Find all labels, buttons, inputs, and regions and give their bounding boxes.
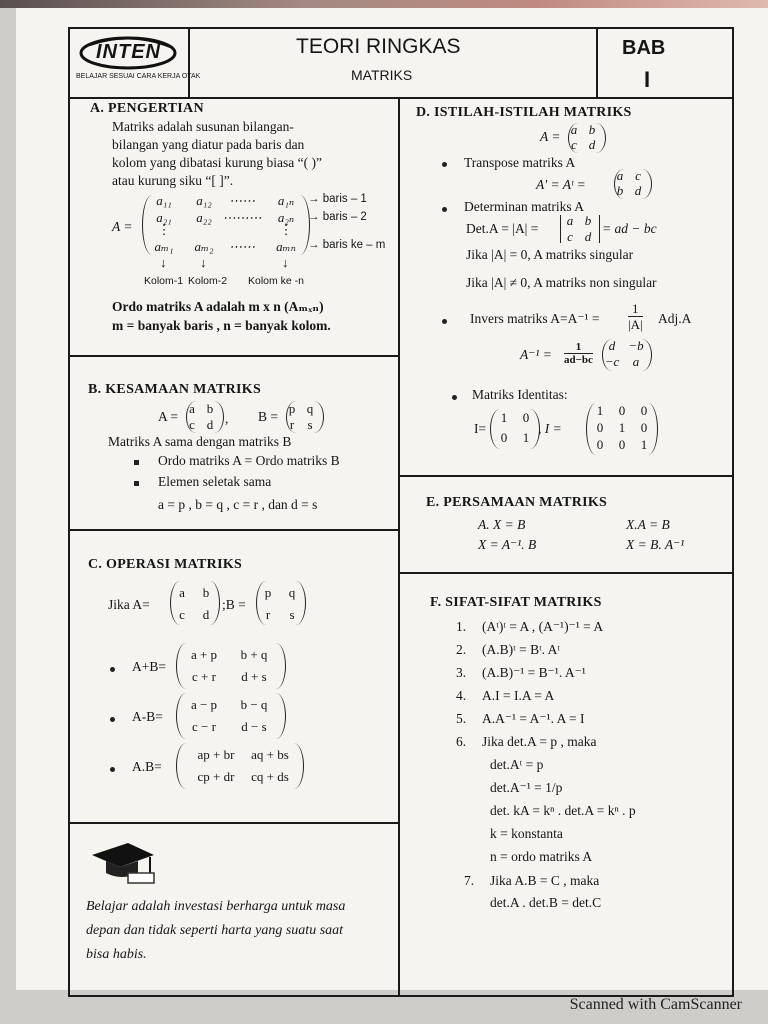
- identity2-label: I=: [474, 421, 487, 436]
- op-sub-label: A-B=: [132, 709, 163, 724]
- divider-b-c: [70, 529, 398, 531]
- divider-c-quote: [70, 822, 398, 824]
- general-matrix-cell: a₁₂: [196, 193, 212, 208]
- transpose-label: A' = Aᵗ =: [536, 177, 586, 192]
- inverse-fraction: [564, 341, 593, 366]
- op-sub-cell: d − s: [241, 719, 267, 734]
- inverse-label: A⁻¹ =: [520, 347, 552, 362]
- invers-fraction: [628, 301, 643, 332]
- kesamaan-bullet-1: Ordo matriks A = Ordo matriks B: [158, 453, 340, 468]
- general-matrix-cell: a₁₁: [156, 193, 172, 208]
- sifat-item: A.A⁻¹ = A⁻¹. A = I: [482, 711, 585, 726]
- sifat-item: (A.B)ᵗ = Bᵗ. Aᵗ: [482, 642, 560, 657]
- pengertian-line-4: atau kurung siku “[ ]”.: [112, 173, 234, 188]
- general-matrix-cell: ⋯⋯: [229, 239, 255, 254]
- kesamaan-b-label: B =: [258, 409, 278, 424]
- sifat-number: 4.: [456, 688, 467, 703]
- determinan-cell: d: [584, 229, 592, 244]
- operasi-separator: ;B =: [222, 597, 246, 612]
- sifat-sub: k = konstanta: [490, 826, 563, 841]
- sifat-number: 2.: [456, 642, 467, 657]
- bullet-square: [134, 481, 139, 486]
- persamaan-2-right: X = B. A⁻¹: [626, 537, 685, 552]
- logo-tagline: BELAJAR SESUAI CARA KERJA OTAK: [76, 73, 201, 80]
- identity3-label: , I =: [538, 421, 562, 436]
- sifat-number: 7.: [464, 873, 475, 888]
- scanner-watermark: Scanned with CamScanner: [569, 996, 742, 1013]
- general-matrix-cell: ⋯⋯⋯: [222, 210, 262, 225]
- op-sub-cell: c − r: [192, 719, 216, 734]
- sifat-number: 3.: [456, 665, 467, 680]
- identity2-cell: 1: [500, 410, 508, 425]
- logo-text: INTEN: [96, 41, 161, 63]
- kesamaan-a-cell: b: [206, 401, 214, 416]
- transpose-cell: c: [635, 168, 641, 183]
- ordo-meaning: m = banyak baris , n = banyak kolom.: [112, 318, 331, 333]
- identity3-cell: 0: [596, 437, 604, 452]
- page-subtitle: MATRIKS: [351, 67, 413, 83]
- pengertian-line-1: Matriks adalah susunan bilangan-: [112, 119, 294, 134]
- ordo-definition: Ordo matriks A adalah m x n (Aₘₓₙ): [112, 299, 324, 314]
- bab-number: I: [644, 67, 651, 92]
- operasi-b-cell: r: [265, 607, 271, 622]
- inverse-cell: d: [608, 338, 616, 353]
- sifat-number: 5.: [456, 711, 467, 726]
- inverse-cell: −c: [604, 354, 620, 369]
- transpose-cell: a: [616, 168, 624, 183]
- sifat-item: A.I = I.A = A: [482, 688, 555, 703]
- kesamaan-b-cell: s: [307, 417, 313, 432]
- invers-numerator: 1: [628, 301, 643, 317]
- identity2-cell: 0: [522, 410, 530, 425]
- persamaan-2-left: X = A⁻¹. B: [478, 537, 537, 552]
- istilah-a-cell: c: [571, 137, 577, 152]
- sifat-item: (Aᵗ)ᵗ = A , (A⁻¹)⁻¹ = A: [482, 619, 604, 634]
- transpose-title: Transpose matriks A: [464, 155, 576, 170]
- op-mul-label: A.B=: [132, 759, 162, 774]
- operasi-a-cell: d: [202, 607, 210, 622]
- divider-d-e: [398, 475, 732, 477]
- general-matrix-cell: ⋮: [157, 222, 171, 237]
- identity2-cell: 0: [500, 430, 508, 445]
- sheet-header: [70, 29, 732, 99]
- quote-line-2: depan dan tidak seperti harta yang suatu saat: [86, 923, 344, 938]
- col-arrow-2: ↓: [200, 255, 207, 270]
- kesamaan-a-label: A =: [158, 409, 178, 424]
- determinan-formula: Det.A = |A| =: [466, 221, 539, 236]
- graduation-cap-icon: [88, 839, 158, 887]
- determinan-cell: b: [584, 213, 592, 228]
- istilah-a-cell: a: [570, 122, 578, 137]
- kesamaan-b-cell: q: [306, 401, 314, 416]
- nonsingular-text: Jika |A| ≠ 0, A matriks non singular: [466, 275, 657, 290]
- op-add-cell: d + s: [241, 669, 267, 684]
- operasi-a-cell: a: [179, 585, 185, 600]
- operasi-b-cell: q: [288, 585, 296, 600]
- general-matrix-cell: a₂ₙ: [277, 210, 295, 225]
- section-f-heading: F. SIFAT-SIFAT MATRIKS: [430, 595, 602, 610]
- bullet-dot: [442, 319, 447, 324]
- top-strip: [0, 0, 768, 8]
- kesamaan-bullet-2: Elemen seletak sama: [158, 474, 272, 489]
- sifat-sub: det.Aᵗ = p: [490, 757, 544, 772]
- section-d-heading: D. ISTILAH-ISTILAH MATRIKS: [416, 105, 632, 120]
- identity3-cell: 0: [618, 403, 626, 418]
- divider-e-f: [398, 572, 732, 574]
- operasi-jika: Jika A=: [108, 597, 150, 612]
- bab-label: BAB: [622, 37, 666, 59]
- invers-denominator: |A|: [628, 317, 643, 332]
- determinan-result: = ad − bc: [602, 221, 657, 236]
- istilah-a-label: A =: [540, 129, 561, 144]
- identity3-cell: 0: [596, 420, 604, 435]
- bab-box: [596, 29, 732, 97]
- inverse-cell: a: [632, 354, 640, 369]
- section-e-heading: E. PERSAMAAN MATRIKS: [426, 495, 608, 510]
- kesamaan-a-cell: d: [206, 417, 214, 432]
- istilah-a-cell: b: [588, 122, 596, 137]
- op-add-cell: c + r: [192, 669, 216, 684]
- op-sub-cell: a − p: [190, 697, 218, 712]
- logo-box: [70, 29, 201, 97]
- col-label-2: Kolom-2: [188, 275, 228, 287]
- sifat-number: 6.: [456, 734, 467, 749]
- general-matrix-cell: ⋮: [279, 222, 293, 237]
- column-divider: [398, 97, 400, 995]
- sifat-number: 1.: [456, 619, 467, 634]
- op-add-cell: b + q: [240, 647, 268, 662]
- identitas-title: Matriks Identitas:: [472, 387, 568, 402]
- row-label-1: → baris – 1: [308, 193, 367, 205]
- identity3-cell: 1: [596, 403, 604, 418]
- op-mul-cell: cp + dr: [197, 769, 235, 784]
- general-matrix-cell: a₁ₙ: [277, 193, 295, 208]
- bullet-dot: [110, 767, 115, 772]
- operasi-a-cell: c: [179, 607, 185, 622]
- col-label-1: Kolom-1: [144, 275, 184, 287]
- row-label-2: → baris – 2: [308, 211, 367, 223]
- kesamaan-a-cell: a: [189, 401, 195, 416]
- identity3-cell: 0: [618, 437, 626, 452]
- section-c-heading: C. OPERASI MATRIKS: [88, 557, 243, 572]
- sifat-sub: det.A⁻¹ = 1/p: [490, 780, 563, 795]
- identity2-cell: 1: [522, 430, 530, 445]
- kesamaan-statement: Matriks A sama dengan matriks B: [108, 434, 292, 449]
- kesamaan-comma: ,: [225, 411, 229, 426]
- summary-sheet: [68, 27, 734, 997]
- page-title: TEORI RINGKAS: [296, 35, 461, 58]
- divider-a-b: [70, 355, 398, 357]
- inverse-numerator: 1: [564, 341, 593, 354]
- operasi-b-cell: p: [264, 585, 272, 600]
- identity3-cell: 1: [640, 437, 648, 452]
- matrix-a-label: A =: [112, 219, 133, 234]
- op-mul-cell: ap + br: [197, 747, 235, 762]
- general-matrix-cell: a₂₁: [156, 210, 172, 225]
- op-mul-cell: aq + bs: [251, 747, 289, 762]
- bullet-dot: [110, 667, 115, 672]
- identity3-cell: 1: [618, 420, 626, 435]
- section-a-heading: A. PENGERTIAN: [90, 101, 204, 116]
- op-mul-cell: cq + ds: [251, 769, 289, 784]
- operasi-a-cell: b: [202, 585, 210, 600]
- col-arrow-n: ↓: [282, 255, 289, 270]
- sifat-item: Jika det.A = p , maka: [482, 734, 597, 749]
- bullet-dot: [442, 162, 447, 167]
- general-matrix-cell: aₘ₁: [154, 239, 174, 254]
- istilah-a-cell: d: [588, 137, 596, 152]
- pengertian-line-2: bilangan yang diatur pada baris dan: [112, 137, 305, 152]
- general-matrix-cell: aₘ₂: [194, 239, 214, 254]
- inverse-cell: −b: [628, 338, 644, 353]
- row-label-m: → baris ke – m: [308, 239, 386, 251]
- kesamaan-b-cell: r: [289, 417, 295, 432]
- sifat-item: (A.B)⁻¹ = B⁻¹. A⁻¹: [482, 665, 586, 680]
- general-matrix-cell: aₘₙ: [276, 239, 296, 254]
- op-sub-cell: b − q: [240, 697, 268, 712]
- identity3-cell: 0: [640, 403, 648, 418]
- sifat-item-7-sub: det.A . det.B = det.C: [490, 895, 602, 910]
- sifat-sub: n = ordo matriks A: [490, 849, 593, 864]
- kesamaan-a-cell: c: [189, 417, 195, 432]
- quote-line-3: bisa habis.: [86, 947, 147, 962]
- determinan-cell: a: [566, 213, 574, 228]
- general-matrix-cell: ⋯⋯: [229, 193, 255, 208]
- kesamaan-b-cell: p: [288, 401, 296, 416]
- identity3-cell: 0: [640, 420, 648, 435]
- bullet-dot: [442, 207, 447, 212]
- transpose-cell: b: [616, 183, 624, 198]
- persamaan-1-right: X.A = B: [626, 517, 670, 532]
- sifat-sub: det. kA = kⁿ . det.A = kⁿ . p: [490, 803, 636, 818]
- col-arrow-1: ↓: [160, 255, 167, 270]
- col-label-n: Kolom ke -n: [248, 275, 305, 287]
- general-matrix-cell: a₂₂: [196, 210, 212, 225]
- invers-title: Invers matriks A=A⁻¹ =: [470, 311, 600, 326]
- op-add-label: A+B=: [132, 659, 166, 674]
- quote-line-1: Belajar adalah investasi berharga untuk masa: [86, 899, 346, 914]
- determinan-title: Determinan matriks A: [464, 199, 584, 214]
- persamaan-1-left: A. X = B: [478, 517, 526, 532]
- singular-text: Jika |A| = 0, A matriks singular: [466, 247, 634, 262]
- inverse-denominator: ad−bc: [564, 354, 593, 366]
- pengertian-line-3: kolom yang dibatasi kurung biasa “( )”: [112, 155, 322, 170]
- bullet-dot: [452, 395, 457, 400]
- op-add-cell: a + p: [190, 647, 218, 662]
- determinan-cell: c: [567, 229, 573, 244]
- invers-adj: Adj.A: [658, 311, 692, 326]
- kesamaan-equalities: a = p , b = q , c = r , dan d = s: [158, 497, 318, 512]
- bullet-dot: [110, 717, 115, 722]
- operasi-b-cell: s: [289, 607, 295, 622]
- bullet-square: [134, 460, 139, 465]
- section-b-heading: B. KESAMAAN MATRIKS: [88, 382, 262, 397]
- sifat-item-7: Jika A.B = C , maka: [490, 873, 600, 888]
- transpose-cell: d: [634, 183, 642, 198]
